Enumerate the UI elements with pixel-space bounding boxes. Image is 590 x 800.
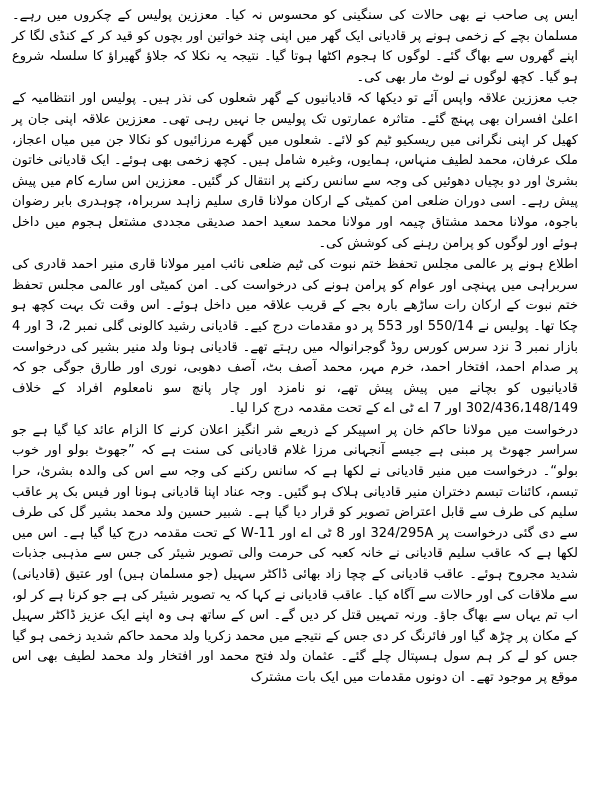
- paragraph-1: ایس پی صاحب نے بھی حالات کی سنگینی کو محسوس نہ کیا۔ معززین پولیس کے چکروں میں رہے۔ مسلمان بچے کے زخمی ہونے پر قادیانی ایک گھر میں اپنی چند خواتین اور بچوں کو قید کر کے کنڈی لگا کر اپنے گھروں سے بھاگ گئے۔ لوگوں کا ہجوم اکٹھا ہوتا گیا۔ نتیجہ یہ نکلا کہ جلاؤ گھیراؤ کا سلسلہ شروع ہو گیا۔ کچھ لوگوں نے لوٹ مار بھی کی۔: [12, 8, 578, 85]
- paragraph-4: درخواست میں مولانا حاکم خان پر اسپیکر کے ذریعے شر انگیز اعلان کرنے کا الزام عائد کیا گیا ہے جو سراسر جھوٹ پر مبنی ہے جیسے آنجہانی مرزا غلام قادیانی کی سنت ہے کہ ”جھوٹ بولو اور خوب بولو“۔ درخواست میں منیر قادیانی نے لکھا ہے کہ سانس رکنے کی وجہ سے اس کی والدہ بشریٰ، حرا تبسم، کائنات تبسم دختران منیر قادیانی ہلاک ہو گئیں۔ وجہ عناد اپنا قادیانی ہونا اور فیس بک پر عاقب سلیم کی طرف سے قابل اعتراض تصویر کو قرار دیا گیا ہے۔ شبیر حسین ولد محمد بشیر گل کی طرف سے دی گئی درخواست پر 324/295A اور 8 ٹی اے اور 11-W کے تحت مقدمہ درج کیا گیا ہے۔ اس میں لکھا ہے کہ عاقب سلیم قادیانی نے خانہ کعبہ کی حرمت والی تصویر شیئر کی جس سے مذہبی جذبات شدید مجروح ہوئے۔ عاقب قادیانی کے چچا زاد بھائی ڈاکٹر سہیل (جو مسلمان ہیں) اور عتیق (قادیانی) سے ملاقات کی اور حالات سے آگاہ کیا۔ عاقب قادیانی نے کہا کہ یہ تصویر شیئر کی ہے جو کرنا ہے کر لو، اب تم یہاں سے بھاگ جاؤ۔ ورنہ تمہیں قتل کر دیں گے۔ اس کے ساتھ ہی وہ اپنے ایک عزیز ڈاکٹر سہیل کے مکان پر چڑھ گیا اور فائرنگ کر دی جس کے نتیجے میں محمد زکریا ولد محمد حاکم شدید زخمی ہو گیا جس کو لے کر ہم سول ہسپتال چلے گئے۔ عثمان ولد فتح محمد اور افتخار ولد محمد لطیف بھی اس موقع پر موجود تھے۔ ان دونوں مقدمات میں ایک بات مشترک: [12, 422, 579, 685]
- paragraph-3: اطلاع ہونے پر عالمی مجلس تحفظ ختم نبوت کی ٹیم ضلعی نائب امیر مولانا قاری منیر احمد قادری کی سربراہی میں پہنچی اور عوام کو پرامن ہونے کی درخواست کی۔ امن کمیٹی اور عالمی مجلس تحفظ ختم نبوت کے ارکان رات ساڑھے بارہ بجے کے قریب علاقہ میں داخل ہوئے۔ اس وقت تک بہت کچھ ہو چکا تھا۔ پولیس نے 550/14 اور 553 پر دو مقدمات درج کیے۔ قادیانی رشید کالونی گلی نمبر 2، 3 اور 4 بازار نمبر 3 نزد سرس کورس روڈ گوجرانوالہ میں رہتے تھے۔ قادیانی ہونا ولد منیر بشیر کی درخواست پر صدام احمد، افتخار احمد، خرم مہر، محمد آصف بٹ، آصف دھوبی، نوری اور طارق جوگی جو کہ قادیانیوں کو بچانے میں پیش پیش تھے، نو نامزد اور چار پانچ سو نامعلوم افراد کے خلاف 302/436،148/149 اور 7 اے ٹی اے کے تحت مقدمہ درج کرا لیا۔: [12, 257, 579, 417]
- paragraph-2: جب معززین علاقہ واپس آئے تو دیکھا کہ قادیانیوں کے گھر شعلوں کی نذر ہیں۔ پولیس اور انتظامیہ کے اعلیٰ افسران بھی پہنچ گئے۔ متاثرہ عمارتوں تک پولیس جا نہیں رہی تھی۔ معززین علاقہ اپنی جان پر کھیل کر اپنی نگرانی میں ریسکیو ٹیم کو لائے۔ شعلوں میں گھرے مرزائیوں کو نکالا جن میں میاں اعجاز، ملک عرفان، محمد لطیف منہاس، ہمایوں، وغیرہ شامل ہیں۔ کچھ زخمی بھی ہوئے۔ ایک قادیانی خاتون بشریٰ اور دو بچیاں دھوئیں کی وجہ سے سانس رکنے پر انتقال کر گئیں۔ معززین اس سارے کام میں پیش پیش رہے۔ اسی دوران ضلعی امن کمیٹی کے ارکان مولانا قاری سلیم زاہد سربراہ، چوہدری بابر رضوان باجوہ، مولانا محمد مشتاق چیمہ اور مولانا محمد سعید احمد صدیقی مجددی مشتعل ہجوم میں داخل ہوئے اور لوگوں کو پرامن رہنے کی کوشش کی۔: [12, 91, 578, 251]
